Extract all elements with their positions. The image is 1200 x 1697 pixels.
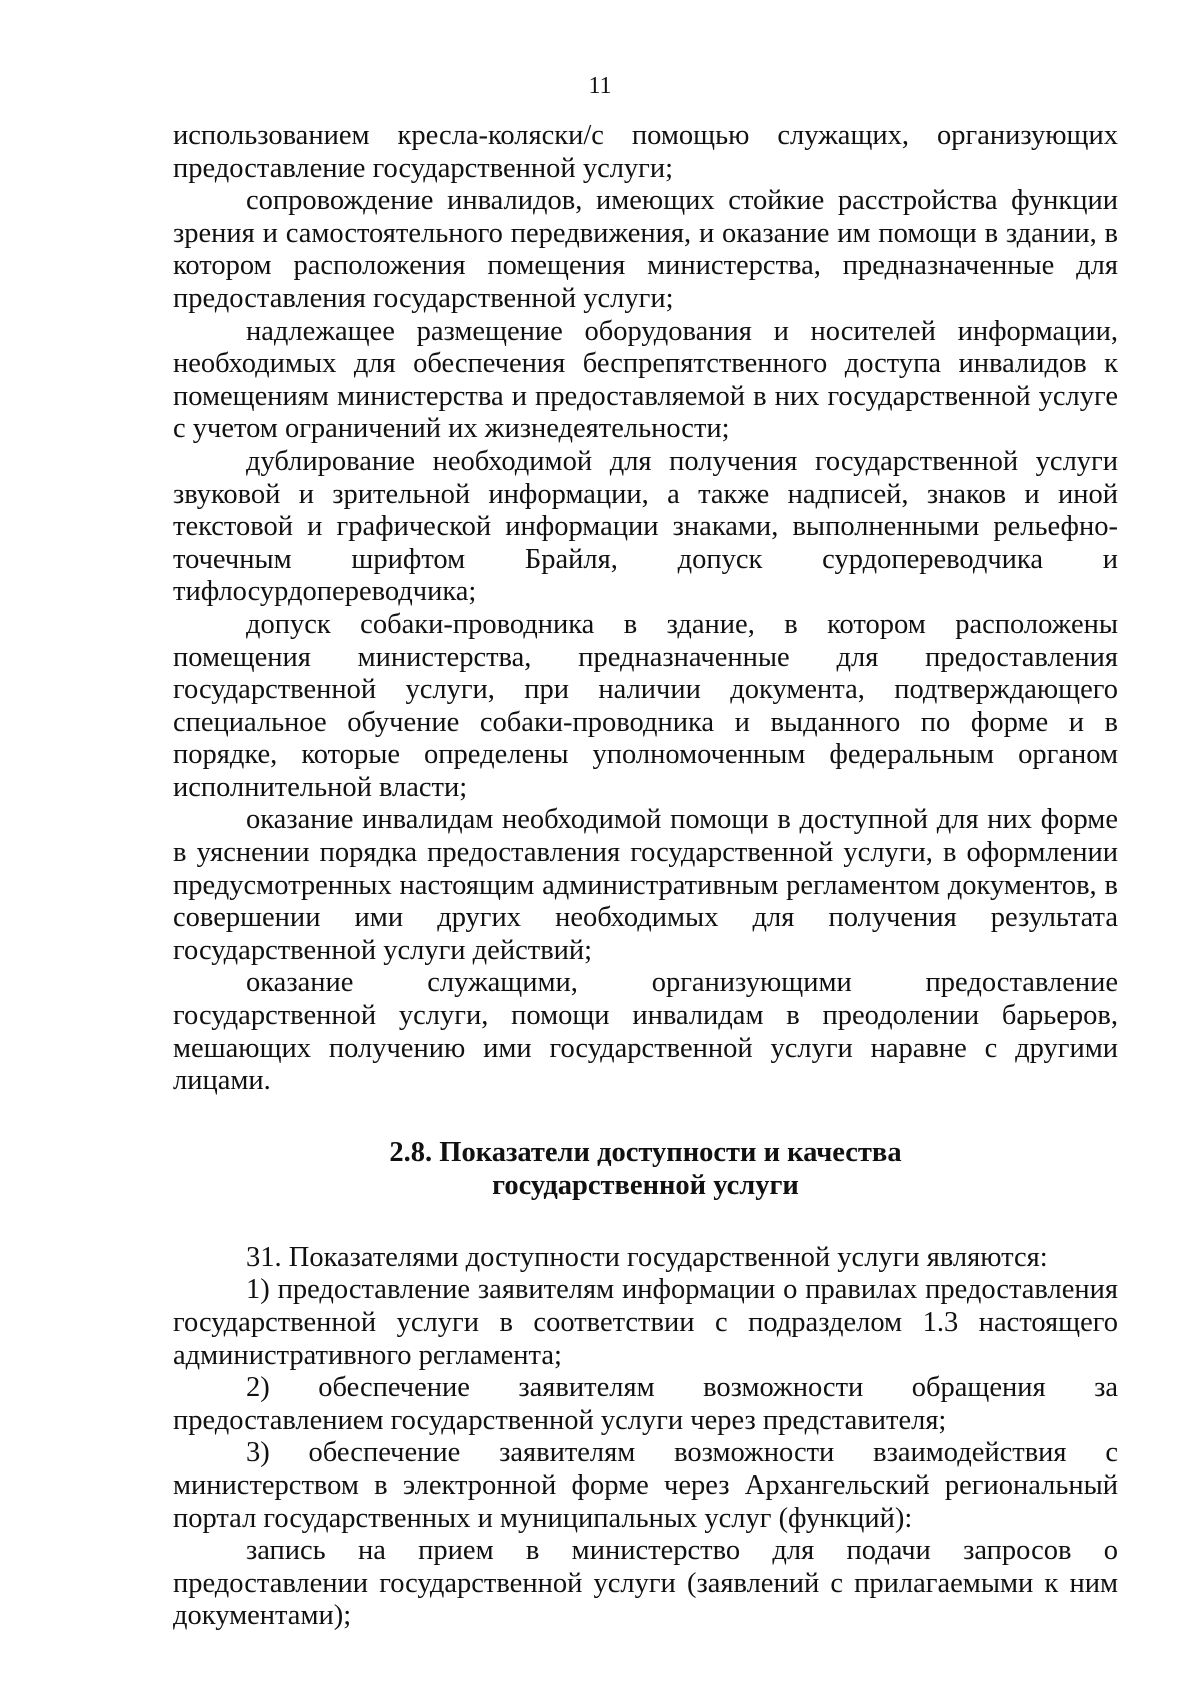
paragraph: оказание инвалидам необходимой помощи в доступной для них форме в уяснении порядка предоставления государственной услуги, в оформлении предусмотренных настоящим административным регламентом документов, в совершении ими других необходимых для получения результата государственной услуги действий; xyxy=(173,804,1118,966)
section-heading-line-1: 2.8. Показатели доступности и качества xyxy=(389,1136,902,1168)
paragraphs-before-heading xyxy=(173,120,1118,1098)
section-heading xyxy=(173,1136,1118,1202)
paragraph: 1) предоставление заявителям информации о правилах предоставления государственной услуги в соответствии с подразделом 1.3 настоящего административного регламента; xyxy=(173,1274,1118,1371)
document-body xyxy=(173,120,1118,1633)
paragraph: 3) обеспечение заявителям возможности взаимодействия с министерством в электронной форме через Архангельский региональный портал государственных и муниципальных услуг (функций): xyxy=(173,1437,1118,1534)
paragraphs-after-heading xyxy=(173,1242,1118,1633)
paragraph: допуск собаки-проводника в здание, в котором расположены помещения министерства, предназначенные для предоставления государственной услуги, при наличии документа, подтверждающего специальное обучение собаки-проводника и выданного по форме и в порядке, которые определены уполномоченным федеральным органом исполнительной власти; xyxy=(173,608,1118,803)
page-number: 11 xyxy=(588,73,612,99)
paragraph: надлежащее размещение оборудования и носителей информации, необходимых для обеспечения беспрепятственного доступа инвалидов к помещениям министерства и предоставляемой в них государственной услуге с учетом ограничений их жизнедеятельности; xyxy=(173,315,1118,445)
paragraph: оказание служащими, организующими предоставление государственной услуги, помощи инвалидам в преодолении барьеров, мешающих получению ими государственной услуги наравне с другими лицами. xyxy=(173,967,1118,1097)
paragraph: запись на прием в министерство для подачи запросов о предоставлении государственной услуги (заявлений с прилагаемыми к ним документами); xyxy=(173,1535,1118,1632)
paragraph: 2) обеспечение заявителям возможности обращения за предоставлением государственной услуги через представителя; xyxy=(173,1372,1118,1436)
paragraph: сопровождение инвалидов, имеющих стойкие расстройства функции зрения и самостоятельного передвижения, и оказание им помощи в здании, в котором расположения помещения министерства, предназначенные для предоставления государственной услуги; xyxy=(173,185,1118,314)
section-heading-line-2: государственной услуги xyxy=(492,1169,799,1201)
paragraph: 31. Показателями доступности государственной услуги являются: xyxy=(246,1241,1048,1273)
paragraph: дублирование необходимой для получения государственной услуги звуковой и зрительной информации, а также надписей, знаков и иной текстовой и графической информации знаками, выполненными рельефно-точечным шрифтом Брайля, допуск сурдопереводчика и тифлосурдопереводчика; xyxy=(173,445,1118,608)
paragraph: использованием кресла-коляски/с помощью служащих, организующих предоставление государственной услуги; xyxy=(173,120,1118,184)
